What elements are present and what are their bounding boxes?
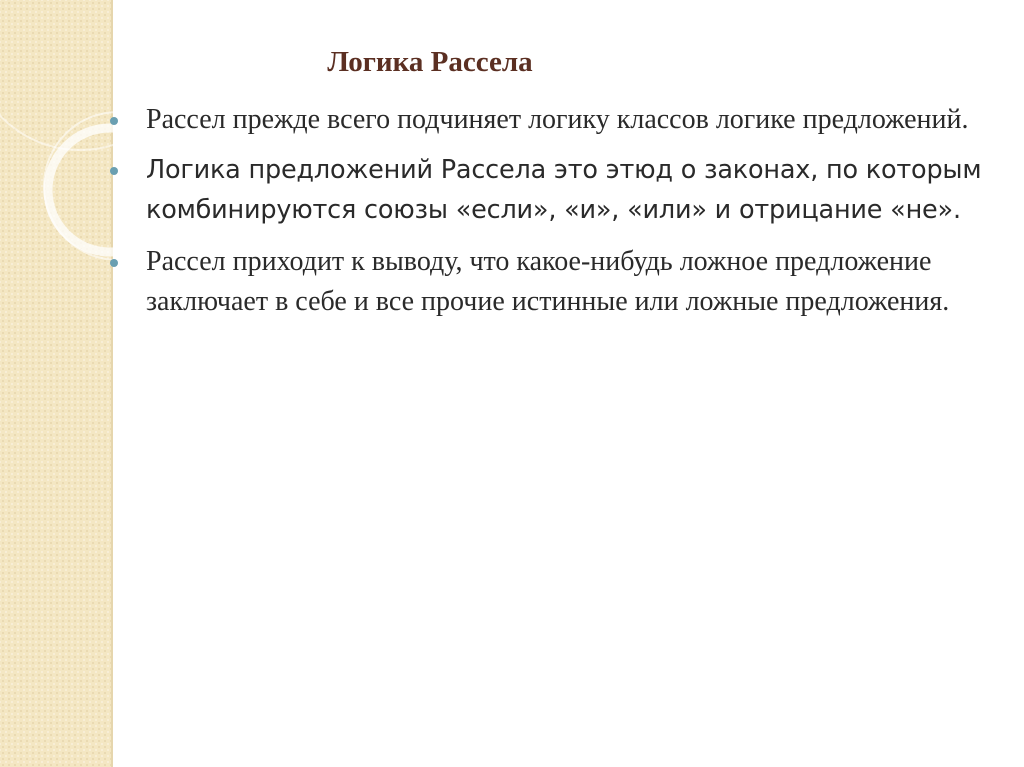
- bullet-item: [146, 150, 1006, 230]
- bullet-dot-icon: [110, 167, 118, 175]
- bullet-dot-icon: [110, 259, 118, 267]
- slide-title: Логика Рассела: [327, 46, 533, 78]
- bullet-text: Логика предложений Рассела это этюд о законах, по которым комбинируются союзы «если», «и», «или» и отрицание «не».: [146, 155, 982, 225]
- bullet-item: [146, 100, 1006, 140]
- bullet-text: Рассел прежде всего подчиняет логику классов логике предложений.: [146, 104, 969, 135]
- bullet-dot-icon: [110, 117, 118, 125]
- bullet-text: Рассел приходит к выводу, что какое-нибудь ложное предложение заключает в себе и все прочие истинные или ложные предложения.: [146, 246, 950, 317]
- bullet-item: [146, 242, 1006, 322]
- bullet-list: [146, 100, 1006, 322]
